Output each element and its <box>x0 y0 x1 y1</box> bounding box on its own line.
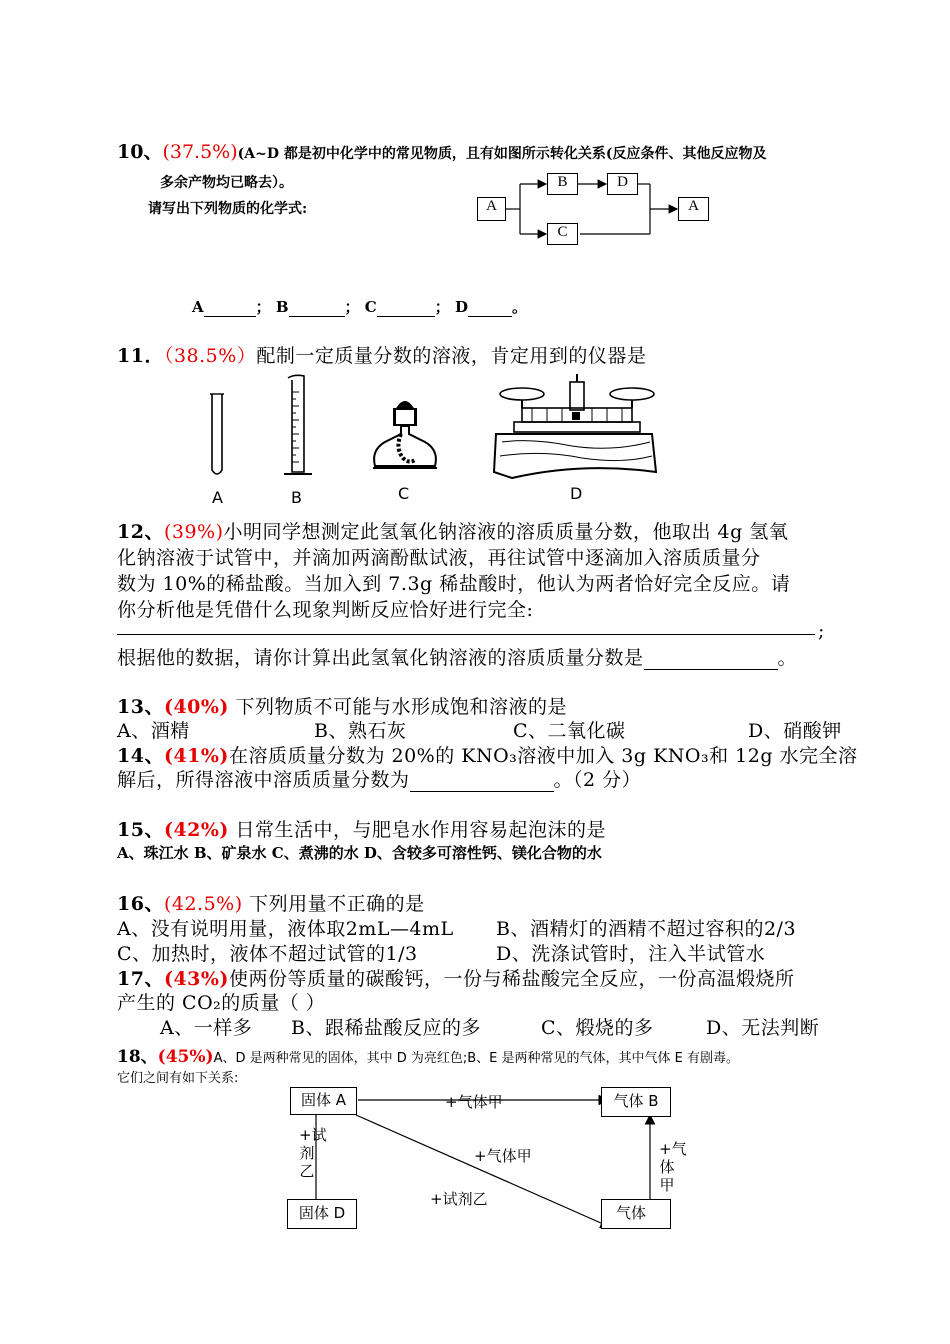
q16-number: 16、 <box>117 893 164 915</box>
q18-box-solid-d: 固体 D <box>287 1199 357 1229</box>
q10-answers <box>192 296 527 317</box>
q18-line1 <box>117 1042 739 1067</box>
alcohol-lamp-image <box>365 390 445 475</box>
instrument-label-b: B <box>291 488 302 507</box>
q17-percent: (43%) <box>163 968 229 990</box>
q12-text6-end: 。 <box>777 647 798 669</box>
q14-number: 14、 <box>117 745 164 767</box>
q18-text1: A、D 是两种常见的固体，其中 D 为亮红色;B、E 是两种常见的气体，其中气体 E 有剧毒。 <box>213 1051 740 1066</box>
q10-percent: (37.5%) <box>162 141 238 163</box>
q15-line <box>117 815 606 842</box>
q15-options: A、珠江水 B、矿泉水 C、煮沸的水 D、含较多可溶性钙、镁化合物的水 <box>117 844 602 862</box>
q11-text: 配制一定质量分数的溶液，肯定用到的仪器是 <box>256 345 647 367</box>
q12-line6 <box>117 643 797 670</box>
q17-option-d: D、无法判断 <box>706 1017 820 1039</box>
q11-percent: （38.5%） <box>163 345 257 367</box>
q10-box-d: D <box>607 173 638 195</box>
q11-number: 11． <box>117 345 164 367</box>
q14-percent: (41%) <box>163 745 229 767</box>
q13-option-b: B、熟石灰 <box>314 720 407 742</box>
q13-text: 下列物质不可能与水形成饱和溶液的是 <box>228 696 567 718</box>
instrument-label-a: A <box>212 488 223 507</box>
q12-answer-blank[interactable] <box>644 651 778 670</box>
graduated-cylinder-image <box>280 372 320 482</box>
q14-answer-blank[interactable] <box>410 773 554 792</box>
q17-option-a: A、一样多 <box>160 1017 253 1039</box>
q12-answer-line[interactable] <box>117 634 815 635</box>
q18-line2: 它们之间有如下关系: <box>117 1071 239 1086</box>
q12-percent: (39%) <box>163 521 224 543</box>
q14-text2b: 。（2 分） <box>553 769 642 791</box>
q10-text1: (A~D 都是初中化学中的常见物质，且有如图所示转化关系(反应条件、其他反应物及 <box>237 146 767 162</box>
q18-number: 18、 <box>117 1047 158 1067</box>
q13-option-a: A、酒精 <box>117 720 190 742</box>
q16-option-b: B、酒精灯的酒精不超过容积的2/3 <box>496 918 797 940</box>
q13-option-c: C、二氧化碳 <box>513 720 626 742</box>
instrument-label-c: C <box>398 484 410 503</box>
q10-box-a-right: A <box>678 197 709 221</box>
q18-label-left: +试剂乙 <box>299 1126 327 1180</box>
q17-number: 17、 <box>117 968 164 990</box>
q10-box-c: C <box>547 223 578 245</box>
q16-option-d: D、洗涤试管时，注入半试管水 <box>496 943 766 965</box>
q18-percent: (45%) <box>157 1047 214 1067</box>
q17-line2: 产生的 CO₂的质量（ ） <box>117 992 326 1014</box>
q16-option-a: A、没有说明用量，液体取2mL—4mL <box>117 918 454 940</box>
instrument-label-d: D <box>570 484 583 503</box>
q18-box-gas-b: 气体 B <box>601 1087 671 1117</box>
q13-percent: (40%) <box>163 696 229 718</box>
q10-answer-b-label: ； B <box>255 298 289 316</box>
q17-option-b: B、跟稀盐酸反应的多 <box>291 1017 481 1039</box>
q14-text2a: 解后，所得溶液中溶质质量分数为 <box>117 769 410 791</box>
q18-label-diag-reagent: +试剂乙 <box>430 1190 488 1208</box>
q14-line2 <box>117 765 641 792</box>
q15-number: 15、 <box>117 819 164 841</box>
q10-answer-c-label: ； C <box>344 298 377 316</box>
q18-label-diag-gas: +气体甲 <box>474 1147 532 1165</box>
q10-answer-end: 。 <box>511 298 527 316</box>
q13-number: 13、 <box>117 696 164 718</box>
q17-line1 <box>117 964 794 991</box>
q10-text3: 请写出下列物质的化学式: <box>148 201 308 217</box>
q12-end-mark: ; <box>818 620 825 642</box>
q18-box-gas-e: 气体 <box>601 1199 671 1229</box>
q10-answer-d-blank[interactable] <box>468 298 512 317</box>
q18-box-solid-a: 固体 A <box>290 1087 357 1115</box>
q14-line1 <box>117 741 858 768</box>
q18-label-right: +气体甲 <box>659 1140 687 1194</box>
q10-answer-a-blank[interactable] <box>204 298 256 317</box>
q10-answer-a-label: A <box>192 298 204 316</box>
q17-text1: 使两份等质量的碳酸钙，一份与稀盐酸完全反应，一份高温煅烧所 <box>228 968 795 990</box>
q18-label-top: +气体甲 <box>445 1093 503 1111</box>
q10-answer-c-blank[interactable] <box>377 298 435 317</box>
q16-text: 下列用量不正确的是 <box>242 893 425 915</box>
q14-text1: 在溶质质量分数为 20%的 KNO₃溶液中加入 3g KNO₃和 12g 水完全溶 <box>228 745 858 767</box>
q10-answer-d-label: ； D <box>434 298 468 316</box>
balance-scale-image <box>492 372 662 480</box>
q11-line <box>117 341 646 368</box>
q16-percent: (42.5%) <box>163 893 243 915</box>
q12-text1: 小明同学想测定此氢氧化钠溶液的溶质质量分数，他取出 4g 氢氧 <box>223 521 789 543</box>
q10-text2: 多余产物均已略去）。 <box>160 175 293 191</box>
q12-line1 <box>117 517 788 544</box>
q16-option-c: C、加热时，液体不超过试管的1/3 <box>117 943 418 965</box>
q15-percent: (42%) <box>163 819 229 841</box>
q16-line <box>117 889 425 916</box>
test-tube-image <box>205 390 229 480</box>
q15-text: 日常生活中，与肥皂水作用容易起泡沫的是 <box>228 819 606 841</box>
q10-box-a-left: A <box>477 197 506 221</box>
q10-line1 <box>117 137 767 164</box>
q12-number: 12、 <box>117 521 164 543</box>
q12-text6: 根据他的数据，请你计算出此氢氧化钠溶液的溶质质量分数是 <box>117 647 644 669</box>
q10-number: 10、 <box>117 141 163 163</box>
q13-line <box>117 692 567 719</box>
q12-line3: 数为 10%的稀盐酸。当加入到 7.3g 稀盐酸时，他认为两者恰好完全反应。请 <box>117 573 791 595</box>
q12-line2: 化钠溶液于试管中，并滴加两滴酚酞试液，再往试管中逐滴加入溶质质量分 <box>117 547 761 569</box>
q13-option-d: D、硝酸钾 <box>748 720 842 742</box>
q12-line4: 你分析他是凭借什么现象判断反应恰好进行完全: <box>117 599 534 621</box>
q10-box-b: B <box>547 173 578 195</box>
q10-answer-b-blank[interactable] <box>289 298 345 317</box>
q17-option-c: C、煅烧的多 <box>541 1017 654 1039</box>
